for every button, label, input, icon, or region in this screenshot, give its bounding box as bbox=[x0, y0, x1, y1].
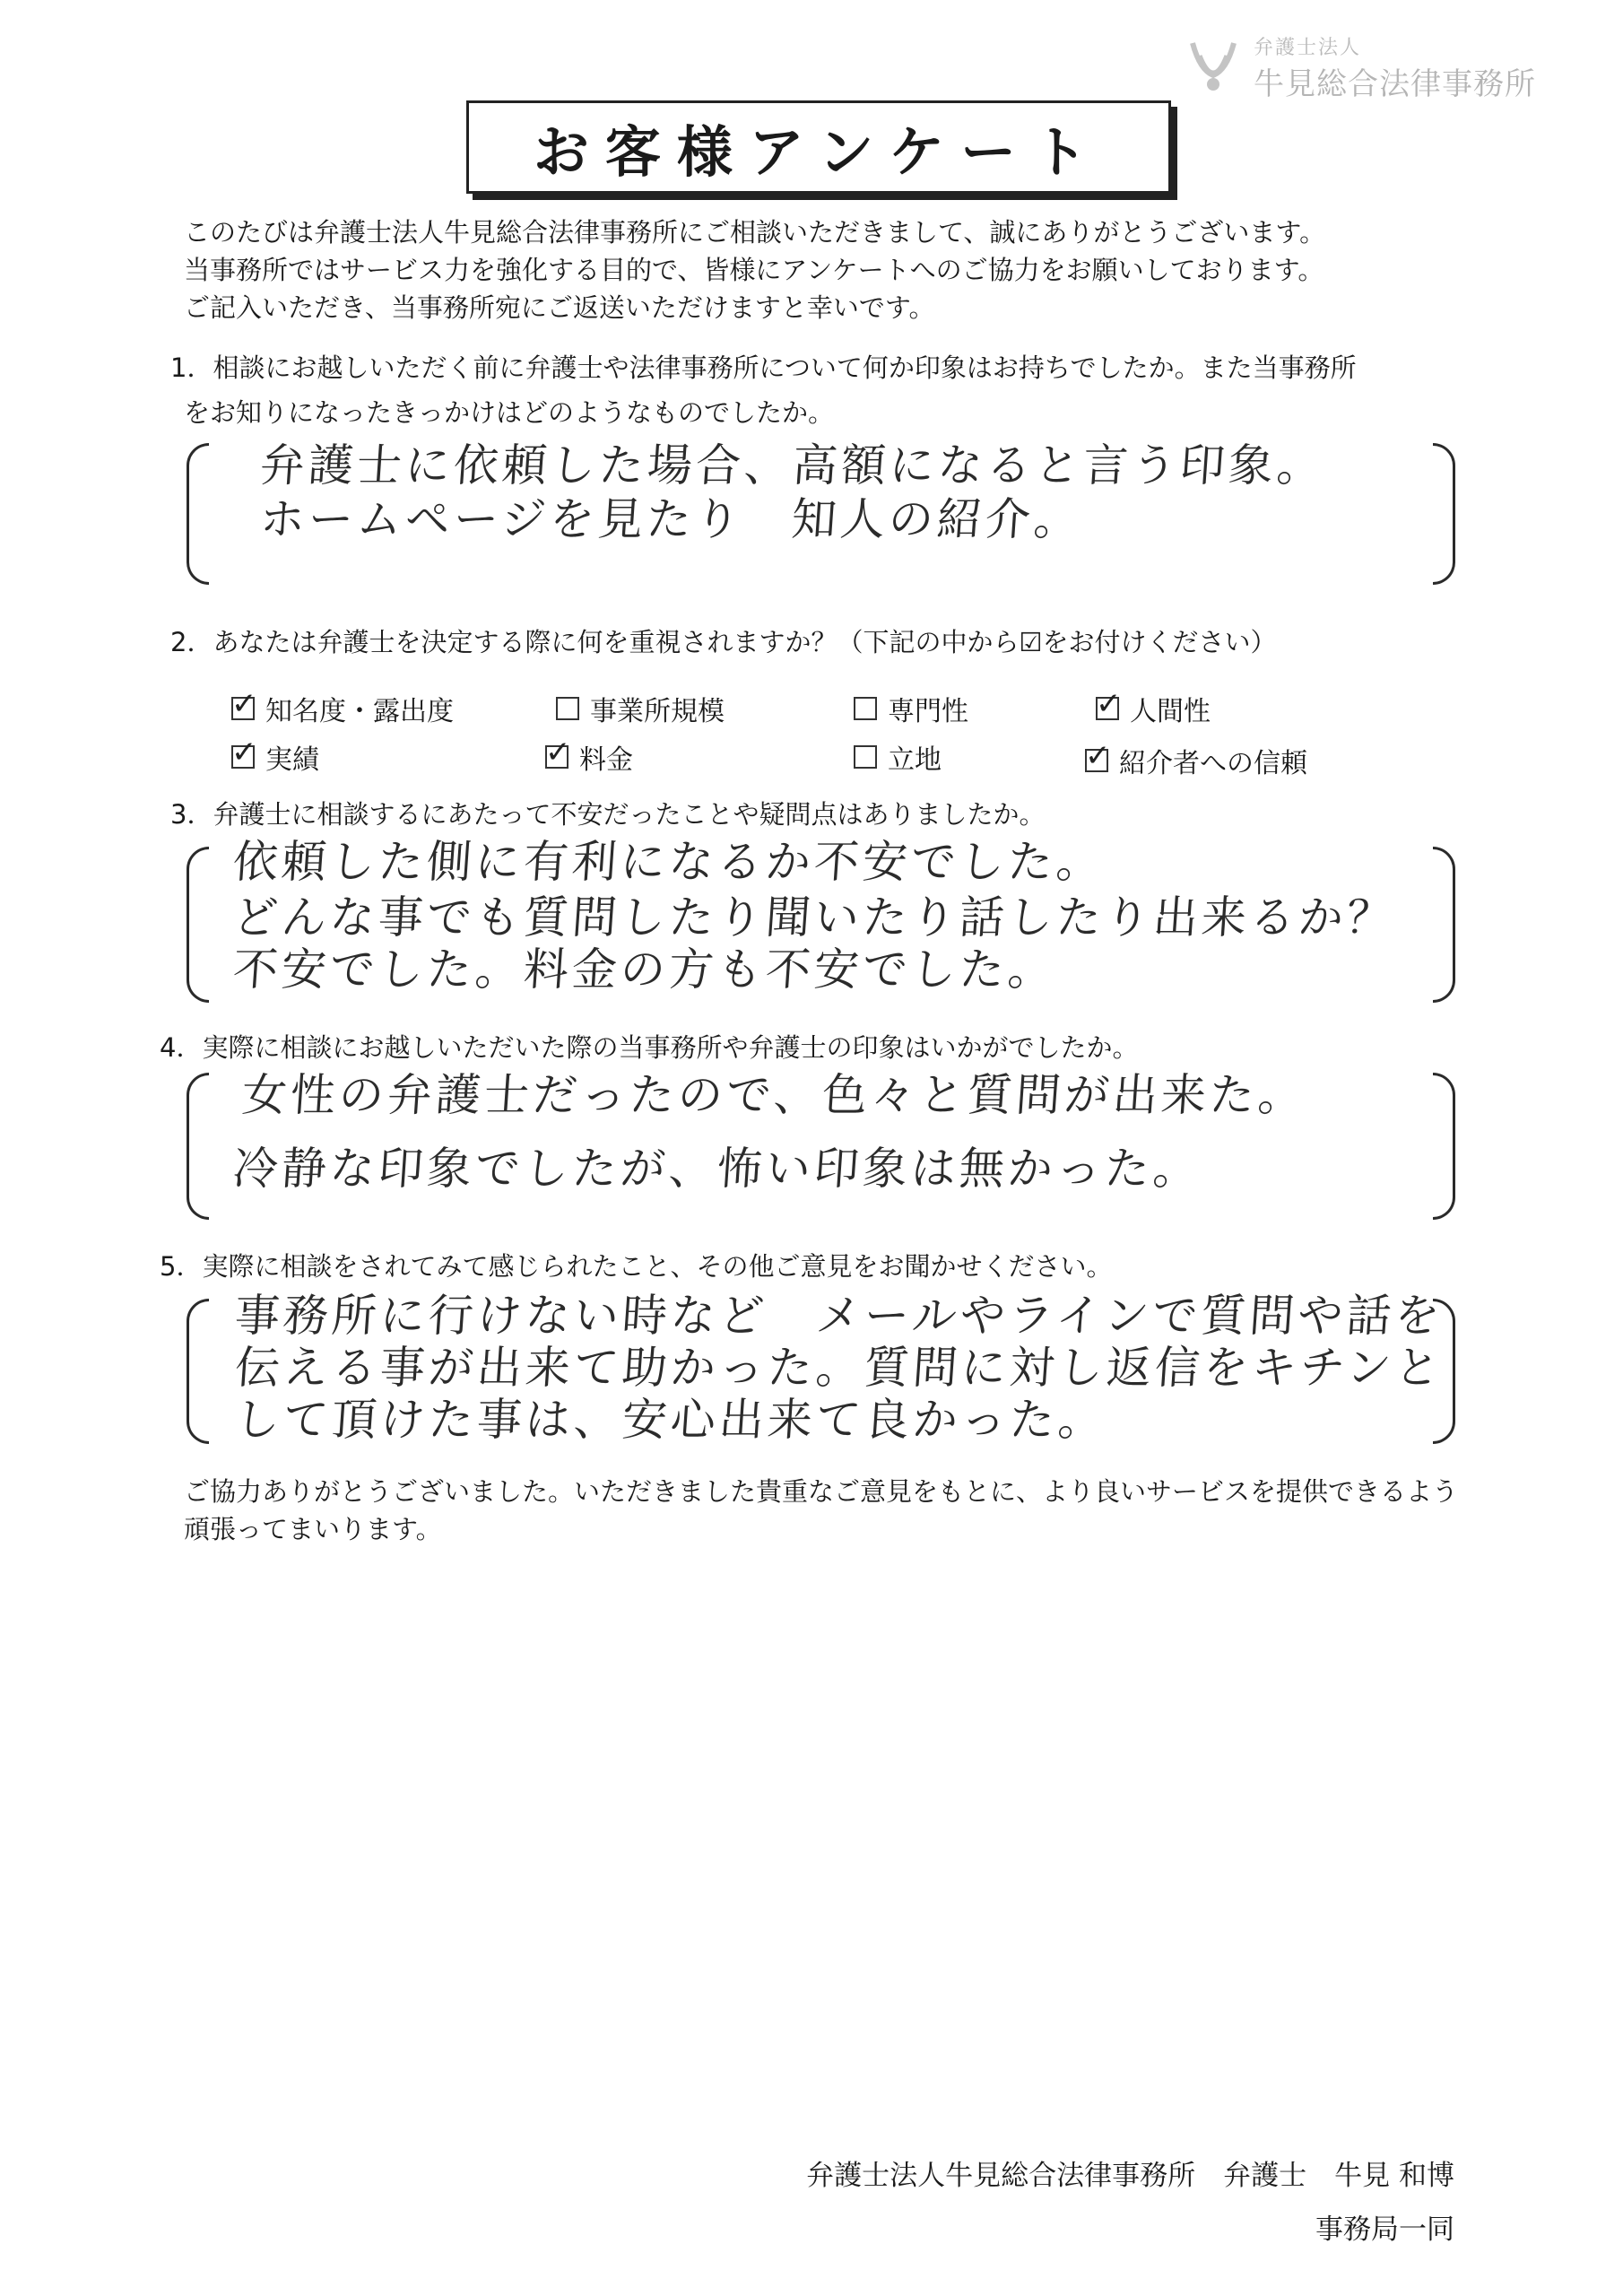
firm-logo bbox=[1182, 27, 1558, 108]
answer-5-line: 伝える事が出来て助かった。質問に対し返信をキチンと bbox=[232, 1342, 1445, 1394]
closing-text bbox=[184, 1473, 1484, 1548]
option-label: 知名度・露出度 bbox=[265, 696, 454, 727]
question-1: 1．相談にお越しいただく前に弁護士や法律事務所について何か印象はお持ちでしたか。また当事務所 bbox=[170, 352, 1357, 383]
checkbox-checked-icon[interactable] bbox=[1085, 749, 1108, 772]
logo-firm-name: 牛見総合法律事務所 bbox=[1254, 66, 1536, 102]
option-label: 実績 bbox=[265, 744, 319, 776]
option-location[interactable] bbox=[854, 737, 942, 777]
checkbox-icon[interactable] bbox=[854, 697, 877, 720]
option-label: 料金 bbox=[579, 744, 633, 776]
intro-line: このたびは弁護士法人牛見総合法律事務所にご相談いただきまして、誠にありがとうございます。 bbox=[184, 217, 1326, 248]
option-referrer-trust[interactable] bbox=[1085, 741, 1307, 780]
answer-bracket-left bbox=[187, 1073, 209, 1220]
answer-bracket-left bbox=[187, 443, 209, 585]
answer-5-line: 事務所に行けない時など メールやラインで質問や話を bbox=[232, 1290, 1445, 1342]
checkbox-checked-icon[interactable] bbox=[231, 745, 255, 769]
answer-bracket-right bbox=[1433, 1073, 1455, 1220]
survey-title: お客様アンケート bbox=[533, 118, 1105, 185]
answer-3-line: 不安でした。料金の方も不安でした。 bbox=[230, 944, 1059, 996]
option-label: 人間性 bbox=[1130, 696, 1211, 727]
signature-office-staff: 事務局一同 bbox=[1315, 2213, 1454, 2246]
checkbox-checked-icon[interactable] bbox=[231, 697, 255, 720]
question-2: 2．あなたは弁護士を決定する際に何を重視されますか？（下記の中から☑をお付けください） bbox=[170, 627, 1277, 657]
option-fees[interactable] bbox=[545, 737, 633, 777]
checkbox-icon[interactable] bbox=[854, 745, 877, 769]
logo-subtitle: 弁護士法人 bbox=[1254, 37, 1362, 59]
intro-text bbox=[184, 213, 1457, 326]
answer-1-line: 弁護士に依頼した場合、高額になると言う印象。 bbox=[257, 439, 1328, 491]
question-3: 3．弁護士に相談するにあたって不安だったことや疑問点はありましたか。 bbox=[170, 799, 1046, 830]
question-4: 4．実際に相談にお越しいただいた際の当事務所や弁護士の印象はいかがでしたか。 bbox=[160, 1032, 1139, 1063]
closing-line: ご協力ありがとうございました。いただきました貴重なご意見をもとに、より良いサービスを提供できるよう bbox=[184, 1476, 1459, 1507]
answer-3-line: 依頼した側に有利になるか不安でした。 bbox=[230, 836, 1107, 888]
answer-4-line: 冷静な印象でしたが、怖い印象は無かった。 bbox=[230, 1143, 1204, 1195]
answer-3-line: どんな事でも質問したり聞いたり話したり出来るか？ bbox=[230, 891, 1398, 944]
option-label: 専門性 bbox=[888, 696, 968, 727]
option-label: 立地 bbox=[888, 744, 942, 776]
answer-4-line: 女性の弁護士だったので、色々と質問が出来た。 bbox=[239, 1069, 1309, 1121]
signature-firm-lawyer: 弁護士法人牛見総合法律事務所 弁護士 牛見 和博 bbox=[806, 2160, 1454, 2192]
option-expertise[interactable] bbox=[854, 689, 968, 728]
option-name-recognition[interactable] bbox=[231, 689, 454, 728]
checkbox-checked-icon[interactable] bbox=[1096, 697, 1119, 720]
answer-bracket-right bbox=[1433, 847, 1455, 1003]
option-label: 事業所規模 bbox=[590, 696, 725, 727]
option-office-size[interactable] bbox=[556, 689, 725, 728]
firm-emblem-icon bbox=[1182, 34, 1245, 97]
answer-bracket-right bbox=[1433, 443, 1455, 585]
option-label: 紹介者への信頼 bbox=[1119, 748, 1307, 779]
intro-line: 当事務所ではサービス力を強化する目的で、皆様にアンケートへのご協力をお願いしております。 bbox=[184, 255, 1324, 285]
intro-line: ご記入いただき、当事務所宛にご返送いただけますと幸いです。 bbox=[184, 292, 935, 323]
answer-bracket-left bbox=[187, 847, 209, 1003]
question-5: 5．実際に相談をされてみて感じられたこと、その他ご意見をお聞かせください。 bbox=[160, 1251, 1113, 1282]
question-1-cont: をお知りになったきっかけはどのようなものでしたか。 bbox=[184, 397, 835, 428]
option-personality[interactable] bbox=[1096, 689, 1211, 728]
option-track-record[interactable] bbox=[231, 737, 319, 777]
closing-line: 頑張ってまいります。 bbox=[184, 1514, 442, 1544]
checkbox-checked-icon[interactable] bbox=[545, 745, 568, 769]
checkbox-icon[interactable] bbox=[556, 697, 579, 720]
answer-bracket-left bbox=[187, 1299, 209, 1444]
answer-5-line: して頂けた事は、安心出来て良かった。 bbox=[232, 1394, 1109, 1446]
survey-title-box bbox=[466, 100, 1171, 194]
answer-1-line: ホームページを見たり 知人の紹介。 bbox=[257, 493, 1085, 545]
